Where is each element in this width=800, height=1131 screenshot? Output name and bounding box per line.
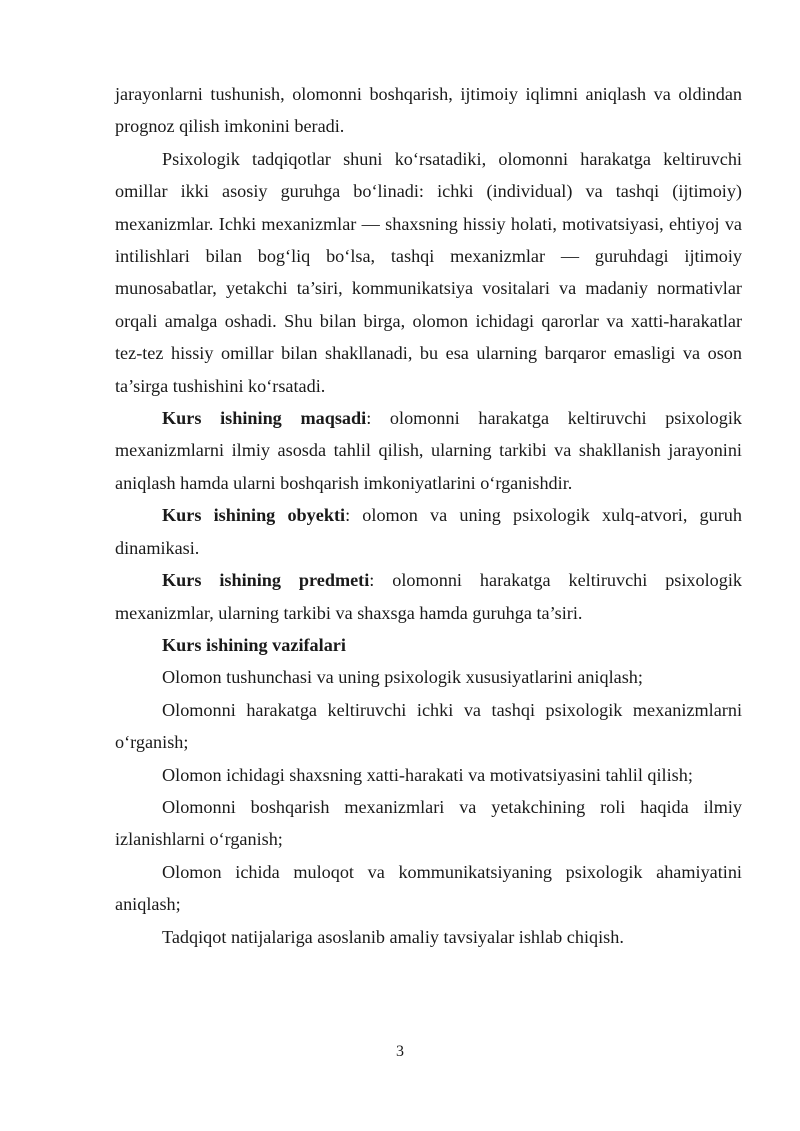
- task-item: Olomon tushunchasi va uning psixologik xususiyatlarini aniqlash;: [162, 667, 643, 688]
- page-number: 3: [396, 1043, 404, 1060]
- document-body: [115, 78, 742, 953]
- task-item: Olomonni boshqarish mexanizmlari va yetakchining roli haqida ilmiy izlanishlarni o‘rganish;: [115, 796, 742, 850]
- task-item: Tadqiqot natijalariga asoslanib amaliy tavsiyalar ishlab chiqish.: [162, 926, 624, 947]
- paragraph-object: [115, 499, 742, 564]
- task-item: Olomon ichida muloqot va kommunikatsiyaning psixologik ahamiyatini aniqlash;: [115, 861, 742, 915]
- goal-text: : olomonni harakatga keltiruvchi psixologik mexanizmlarni ilmiy asosda tahlil qilish, ularning tarkibi va shakllanish jarayonini aniqlash hamda ularni boshqarish imkoniyatlarini o‘rganishdir.: [115, 408, 743, 493]
- object-text: : olomon va uning psixologik xulq-atvori, guruh dinamikasi.: [115, 505, 742, 558]
- subject-label: Kurs ishining predmeti: [162, 570, 370, 591]
- task-item: Olomon ichidagi shaxsning xatti-harakati va motivatsiyasini tahlil qilish;: [162, 764, 693, 785]
- object-label: Kurs ishining obyekti: [162, 505, 346, 526]
- paragraph-goal: [115, 402, 742, 499]
- goal-label: Kurs ishining maqsadi: [162, 408, 367, 429]
- paragraph-psychological-research: Psixologik tadqiqotlar shuni ko‘rsatadiki, olomonni harakatga keltiruvchi omillar ikki asosiy guruhga bo‘linadi: ichki (individual) va tashqi (ijtimoiy) mexanizmlar. Ichki mexanizmlar — shaxsning hissiy holati, motivatsiyasi, ehtiyoj va intilishlari bilan bog‘liq bo‘lsa, tashqi mexanizmlar — guruhdagi ijtimoiy munosabatlar, yetakchi ta’siri, kommunikatsiya vositalari va madaniy normativlar orqali amalga oshadi. Shu bilan birga, olomon ichidagi qarorlar va xatti-harakatlar tez-tez hissiy omillar bilan shakllanadi, bu esa ularning barqaror emasligi va oson ta’sirga tushishini ko‘rsatadi.: [115, 148, 742, 396]
- subject-text: : olomonni harakatga keltiruvchi psixologik mexanizmlar, ularning tarkibi va shaxsga hamda guruhga ta’siri.: [115, 570, 742, 623]
- tasks-heading: Kurs ishining vazifalari: [162, 634, 346, 655]
- paragraph-subject: [115, 564, 742, 629]
- task-item: Olomonni harakatga keltiruvchi ichki va tashqi psixologik mexanizmlarni o‘rganish;: [115, 699, 742, 753]
- paragraph-continuation: jarayonlarni tushunish, olomonni boshqarish, ijtimoiy iqlimni aniqlash va oldindan prognoz qilish imkonini beradi.: [115, 84, 742, 137]
